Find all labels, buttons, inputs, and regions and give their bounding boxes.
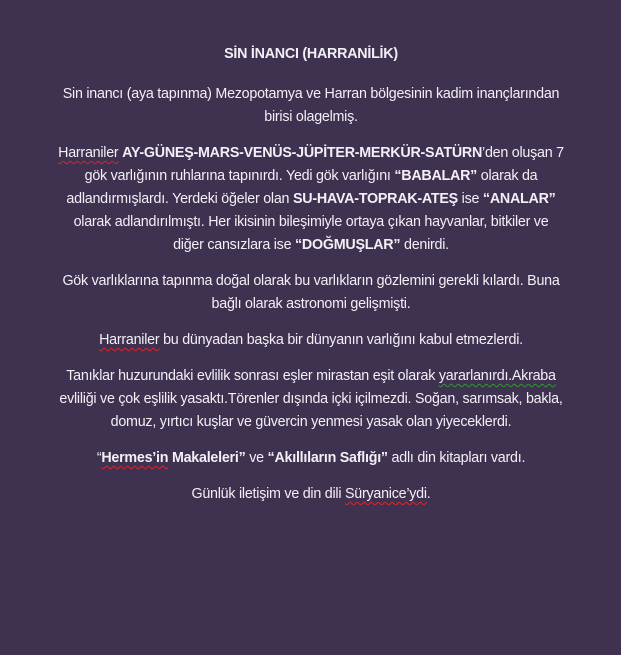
- paragraph: [58, 483, 564, 506]
- bold-text: “DOĞMUŞLAR”: [295, 237, 401, 253]
- bold-text: SU-HAVA-TOPRAK-ATEŞ: [292, 191, 458, 207]
- paragraph: [58, 365, 564, 434]
- text: ve: [245, 450, 268, 466]
- bold-text: “Akıllıların Saflığı”: [267, 450, 388, 466]
- text: ’den oluşan 7 gök varlığının ruhlarına tapınırdı. Yedi gök varlığını: [84, 145, 564, 184]
- bold-text: “ANALAR”: [482, 191, 556, 207]
- text: Gök varlıklarına tapınma doğal olarak bu varlıkların gözlemini gerekli kılardı. Buna bağlı olarak astronomi gelişmişti.: [62, 273, 560, 312]
- text: ise: [457, 191, 483, 207]
- text: .: [426, 486, 431, 502]
- paragraph: [58, 447, 564, 470]
- bold-text: AY-GÜNEŞ-MARS-VENÜS-JÜPİTER-MERKÜR-SATÜRN: [122, 145, 483, 161]
- text: adlı din kitapları vardı.: [387, 450, 526, 466]
- spellcheck-marked-text: yararlanırdı.Akraba: [438, 368, 556, 384]
- text: Günlük iletişim ve din dili: [191, 486, 345, 502]
- spellcheck-marked-text: Süryanice’ydi: [345, 486, 427, 502]
- bold-text: “BABALAR”: [394, 168, 478, 184]
- document-title: SİN İNANCI (HARRANİLİK): [224, 46, 398, 62]
- bold-text: Hermes’in: [101, 450, 169, 466]
- paragraph: [58, 329, 564, 352]
- text: “: [96, 450, 102, 466]
- paragraph: [58, 142, 564, 257]
- paragraph: [58, 83, 564, 129]
- document-body: [58, 43, 564, 519]
- paragraph: [58, 270, 564, 316]
- spellcheck-marked-text: Harraniler: [99, 332, 160, 348]
- text: olarak adlandırılmıştı. Her ikisinin bileşimiyle ortaya çıkan hayvanlar, bitkiler ve diğer cansızlara ise: [73, 214, 549, 253]
- text: denirdi.: [400, 237, 449, 253]
- spellcheck-marked-text: Harraniler: [58, 145, 119, 161]
- text: Sin inancı (aya tapınma) Mezopotamya ve Harran bölgesinin kadim inançlarından birisi olagelmiş.: [62, 86, 560, 125]
- text: bu dünyadan başka bir dünyanın varlığını kabul etmezlerdi.: [159, 332, 523, 348]
- text: olarak da adlandırmışlardı. Yerdeki öğeler olan: [66, 168, 538, 207]
- text: Tanıklar huzurundaki evlilik sonrası eşler mirastan eşit olarak: [66, 368, 439, 384]
- paragraphs: [58, 83, 564, 506]
- bold-text: Makaleleri”: [168, 450, 246, 466]
- text: evliliği ve çok eşlilik yasaktı.Törenler dışında içki içilmezdi. Soğan, sarımsak, bakla, domuz, yırtıcı kuşlar ve güvercin yenmesi yasak olan yiyeceklerdi.: [59, 391, 563, 430]
